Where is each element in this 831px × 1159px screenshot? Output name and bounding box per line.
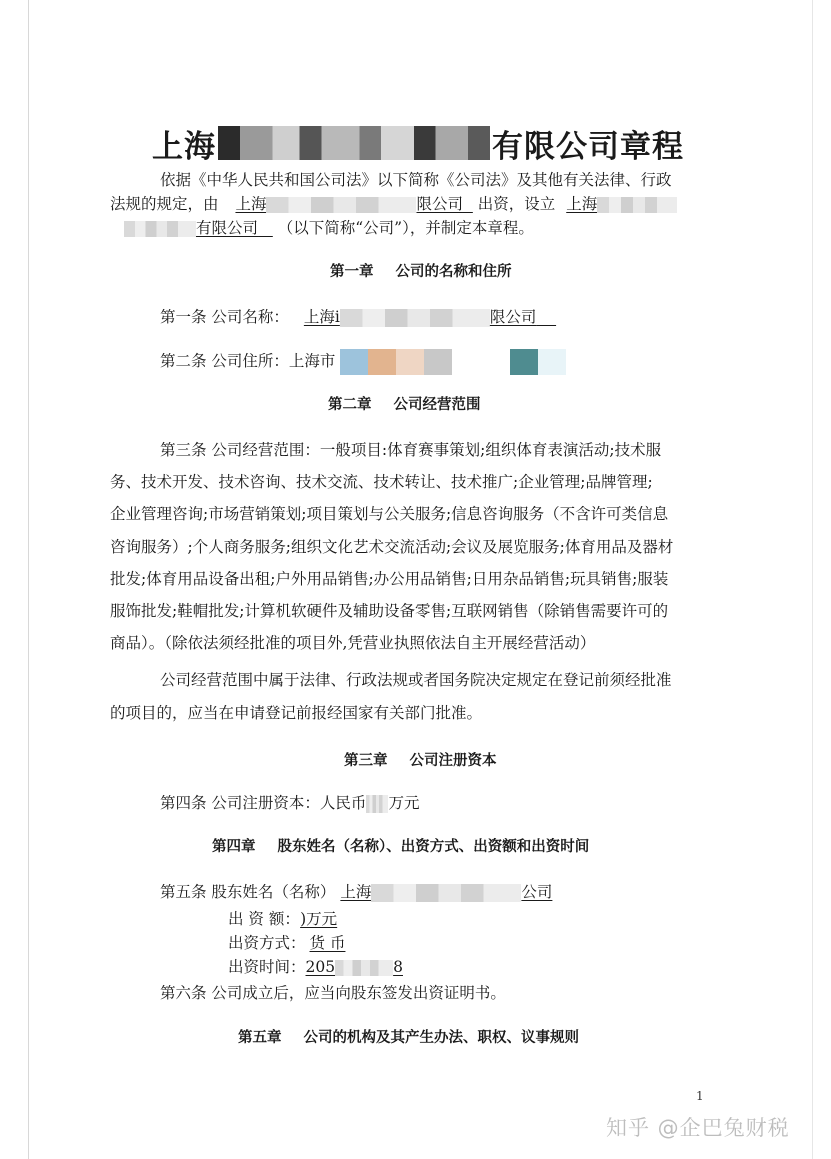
page-edge-left <box>28 0 29 1159</box>
redacted-address-block <box>510 349 538 375</box>
chapter-3-heading: 第三章 公司注册资本 <box>344 753 497 769</box>
preamble-line-1: 依据《中华人民共和国公司法》以下简称《公司法》及其他有关法律、行政 <box>160 171 672 189</box>
article-4: 第四条 公司注册资本：人民币 万元 <box>160 794 420 812</box>
contribution-time-value: 205 8 <box>305 958 403 976</box>
redacted-capital-amount <box>366 795 388 813</box>
scope-note-line: 公司经营范围中属于法律、行政法规或者国务院决定规定在登记前须经批准 <box>160 671 672 689</box>
contribution-time: 出资时间：205 8 <box>228 958 403 976</box>
article-3-line: 务、技术开发、技术咨询、技术交流、技术转让、技术推广;企业管理;品牌管理; <box>110 473 653 491</box>
contribution-method: 出资方式： 货 币 <box>228 934 346 952</box>
article-3-line: 商品）。（除依法须经批准的项目外,凭营业执照依法自主开展经营活动） <box>110 634 596 652</box>
article-5: 第五条 股东姓名（名称） 上海 公司 <box>160 883 553 901</box>
title-suffix: 有限公司章程 <box>492 128 684 165</box>
redacted-address-block <box>340 349 368 375</box>
document-title <box>152 120 712 166</box>
chapter-1-heading: 第一章 公司的名称和住所 <box>330 264 512 280</box>
article-2: 第二条 公司住所：上海市 <box>160 349 566 375</box>
redacted-address-block <box>424 349 452 375</box>
watermark: 知乎 @企巴兔财税 <box>606 1116 790 1140</box>
contribution-amount: 出 资 额： )万元 <box>228 910 338 928</box>
scope-note-line: 的项目的，应当在申请登记前报经国家有关部门批准。 <box>110 704 483 722</box>
preamble-line-3: 有限公司 （以下简称“公司”），并制定本章程。 <box>110 217 534 239</box>
chapter-4-heading: 第四章 股东姓名（名称）、出资方式、出资额和出资时间 <box>212 839 590 855</box>
page-number: 1 <box>696 1089 704 1103</box>
redacted-address-block <box>368 349 396 375</box>
redacted-address-block <box>538 349 566 375</box>
article-3-line: 企业管理咨询;市场营销策划;项目策划与公关服务;信息咨询服务（不含许可类信息 <box>110 505 669 523</box>
preamble-line-2: 法规的规定，由 上海 限公司 出资，设立 上海 <box>110 193 677 215</box>
shareholder-name: 上海 公司 <box>340 883 553 901</box>
company-name-value: 上海i 限公司 <box>303 308 537 326</box>
article-3-line: 咨询服务）;个人商务服务;组织文化艺术交流活动;会议及展览服务;体育用品及器材 <box>110 538 674 556</box>
page-edge-right <box>812 0 813 1159</box>
chapter-2-heading: 第二章 公司经营范围 <box>328 397 481 413</box>
redacted-company-name <box>218 126 490 160</box>
title-prefix: 上海 <box>152 128 216 165</box>
founder-name: 上海 限公司 <box>235 195 463 213</box>
article-3-line: 批发;体育用品设备出租;户外用品销售;办公用品销售;日用杂品销售;玩具销售;服装 <box>110 570 669 588</box>
company-name-ref: 上海 <box>560 195 677 213</box>
article-6: 第六条 公司成立后，应当向股东签发出资证明书。 <box>160 984 506 1002</box>
chapter-5-heading: 第五章 公司的机构及其产生办法、职权、议事规则 <box>238 1030 579 1046</box>
article-3-line: 服饰批发;鞋帽批发;计算机软硬件及辅助设备零售;互联网销售（除销售需要许可的 <box>110 602 669 620</box>
article-1: 第一条 公司名称： 上海i 限公司 <box>160 306 556 328</box>
article-3-line: 第三条 公司经营范围：一般项目:体育赛事策划;组织体育表演活动;技术服 <box>160 441 662 459</box>
redacted-address-block <box>396 349 424 375</box>
company-name-ref-2: 有限公司 <box>110 219 273 237</box>
